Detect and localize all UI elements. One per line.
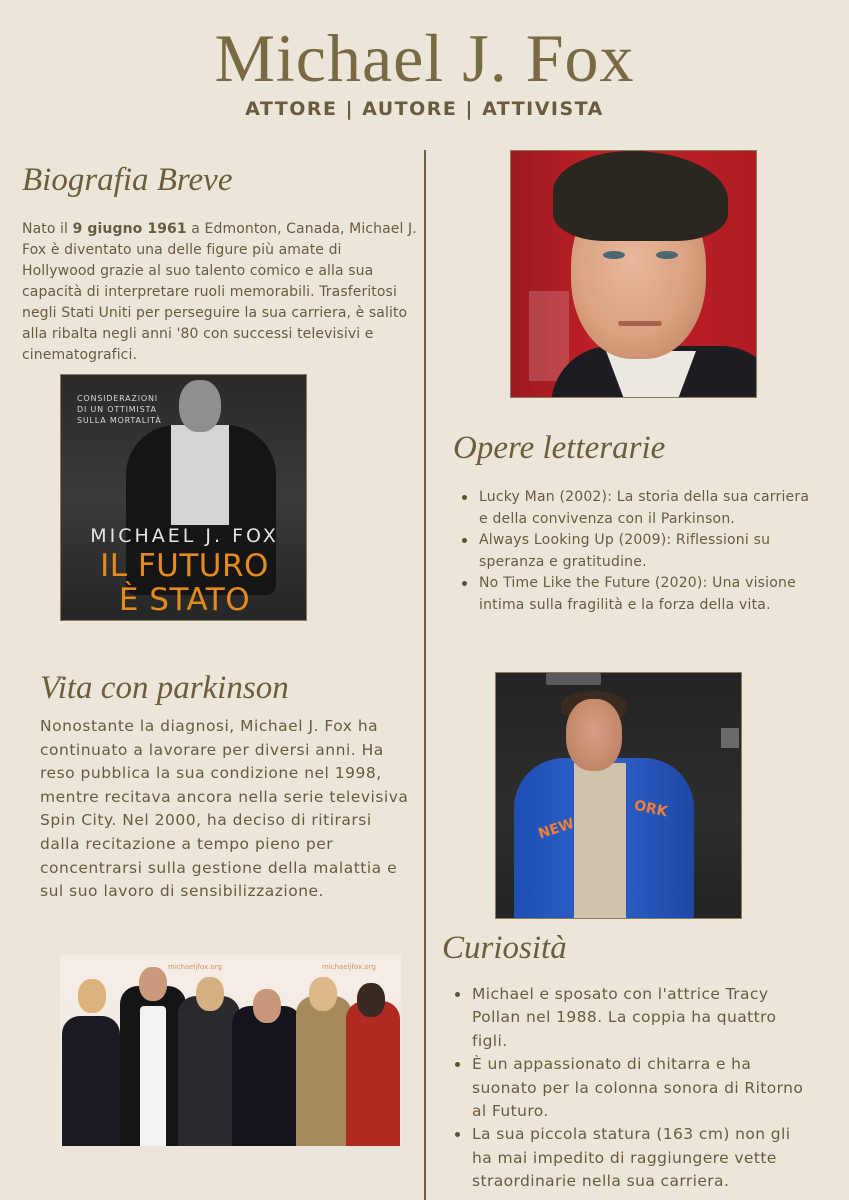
bio-birth-date: 9 giugno 1961 [72, 221, 187, 237]
opere-list [457, 487, 822, 616]
family-photo-logo: michaeljfox.org [168, 963, 222, 971]
list-item: La sua piccola statura (163 cm) non gli ha mai impedito di raggiungere vette straordinarie nella sua carriera. [450, 1123, 810, 1193]
book-cover-subtitle: CONSIDERAZIONI DI UN OTTIMISTA SULLA MORTALITÀ [77, 394, 162, 425]
family-photo [60, 955, 401, 1146]
parkinson-heading: Vita con parkinson [40, 670, 289, 706]
opere-heading: Opere letterarie [453, 430, 666, 466]
page-title: Michael J. Fox [214, 20, 635, 96]
curiosita-heading: Curiosità [442, 930, 567, 966]
family-photo-logo: michaeljfox.org [322, 963, 376, 971]
page-subtitle: ATTORE | AUTORE | ATTIVISTA [245, 98, 604, 120]
book-cover-image [60, 374, 307, 621]
curiosita-list [450, 983, 810, 1194]
list-item: No Time Like the Future (2020): Una visione intima sulla fragilità e la forza della vita. [457, 573, 822, 616]
bio-paragraph [22, 219, 417, 366]
list-item: È un appassionato di chitarra e ha suonato per la colonna sonora di Ritorno al Futuro. [450, 1053, 810, 1123]
jacket-lettering-right: ORK [632, 797, 669, 821]
jacket-photo [495, 672, 742, 919]
bio-text-after: a Edmonton, Canada, Michael J. Fox è diventato una delle figure più amate di Hollywood grazie al suo talento comico e alla sua capacità di interpretare ruoli memorabili. Trasferitosi negli Stati Uniti per perseguire la sua carriera, è salito alla ribalta negli anni '80 con successi televisivi e cinematografici. [22, 221, 417, 363]
portrait-photo [510, 150, 757, 398]
list-item: Always Looking Up (2009): Riflessioni su speranza e gratitudine. [457, 530, 822, 573]
bio-text-before: Nato il [22, 221, 73, 237]
column-divider [424, 150, 426, 1200]
jacket-lettering-left: NEW [536, 815, 577, 843]
list-item: Lucky Man (2002): La storia della sua carriera e della convivenza con il Parkinson. [457, 487, 822, 530]
book-cover-title: IL FUTURO È STATO [100, 548, 269, 618]
list-item: Michael e sposato con l'attrice Tracy Pollan nel 1988. La coppia ha quattro figli. [450, 983, 810, 1053]
parkinson-paragraph: Nonostante la diagnosi, Michael J. Fox ha continuato a lavorare per diversi anni. Ha reso pubblica la sua condizione nel 1998, mentre recitava ancora nella serie televisiva Spin City. Nel 2000, ha deciso di ritirarsi dalla recitazione a tempo pieno per concentrarsi sulla gestione della malattia e sul suo lavoro di sensibilizzazione. [40, 717, 409, 901]
book-cover-author: MICHAEL J. FOX [90, 525, 279, 547]
bio-heading: Biografia Breve [22, 162, 233, 198]
